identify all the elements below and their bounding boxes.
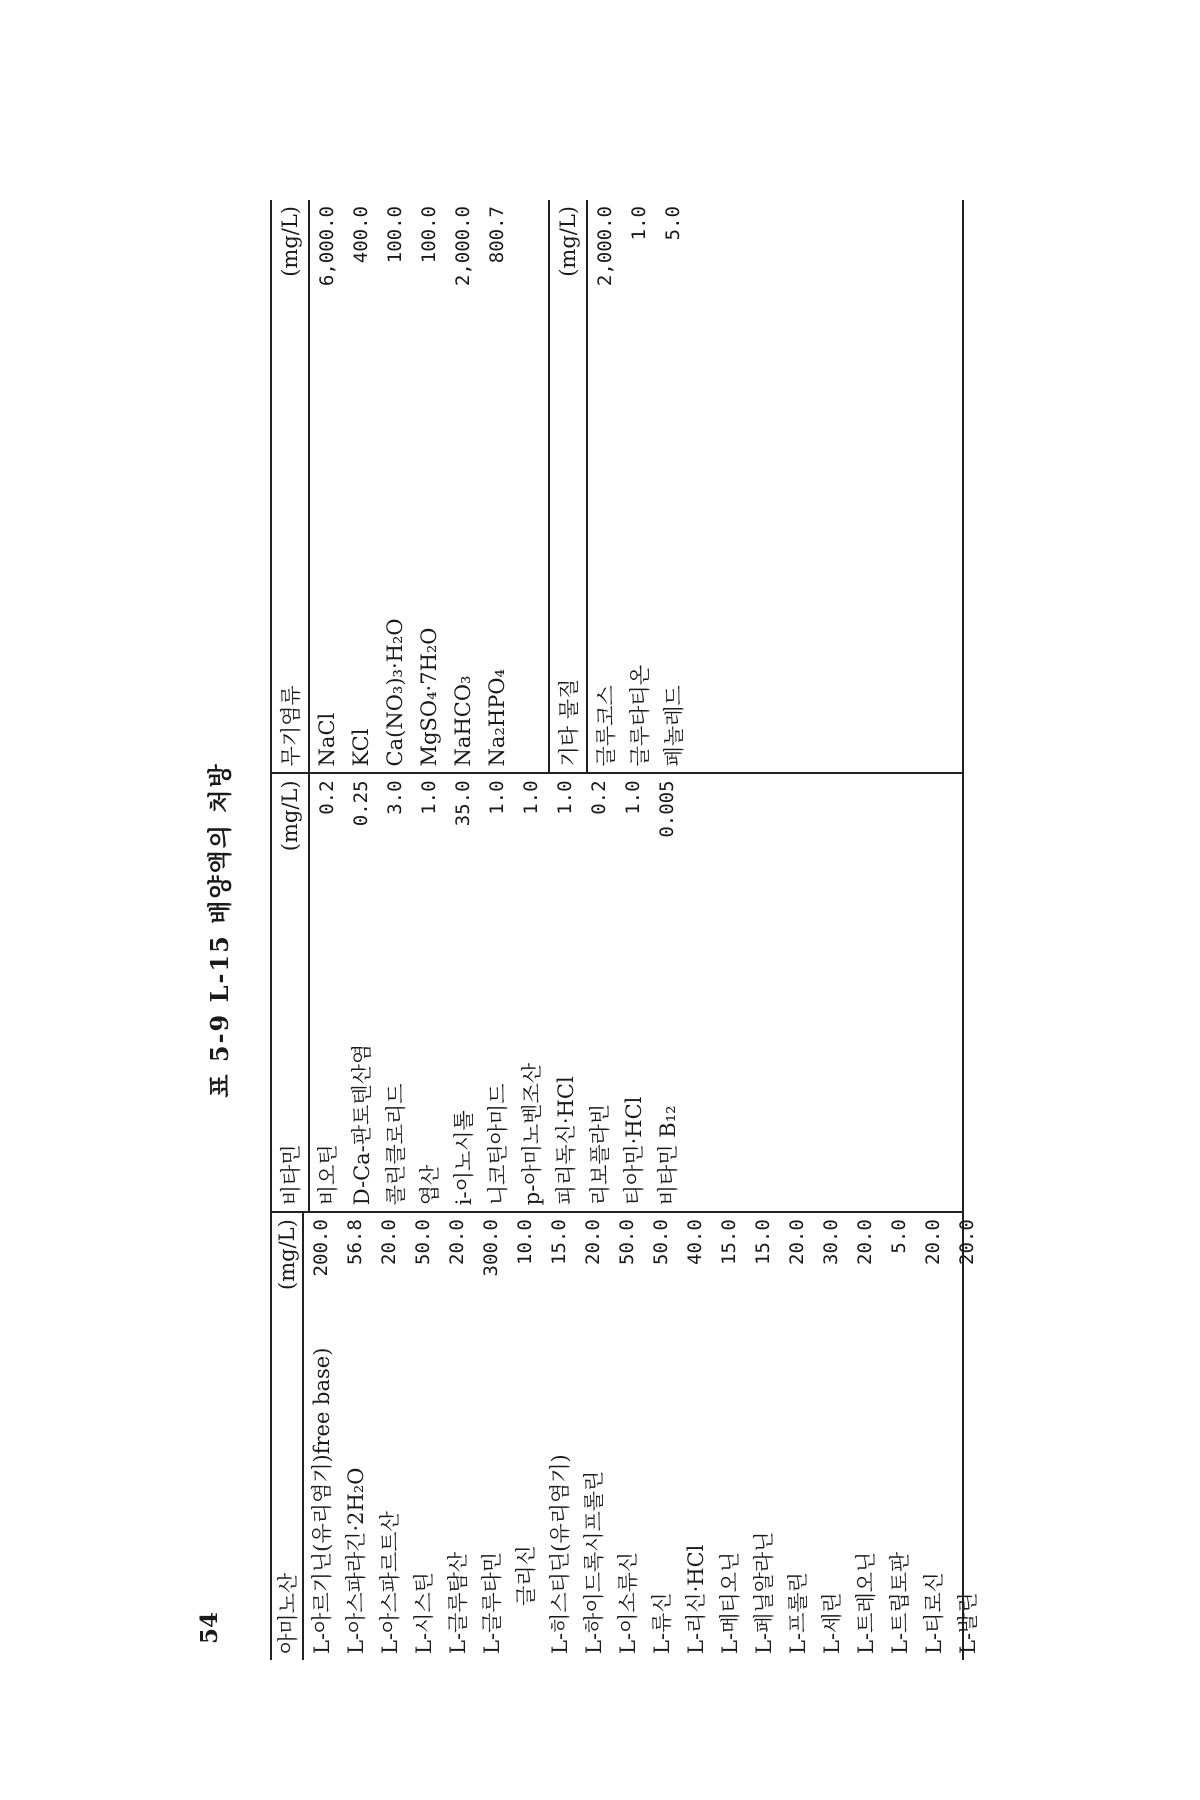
amino-row: [950, 1213, 984, 1660]
amino-row: [610, 1213, 644, 1660]
amino-value: 15.0: [548, 1219, 570, 1265]
amino-value: 20.0: [446, 1219, 468, 1265]
vitamin-value: 1.0: [486, 780, 508, 815]
amino-value: 56.8: [344, 1219, 366, 1265]
vitamin-row: [344, 774, 378, 1211]
amino-value: 50.0: [412, 1219, 434, 1265]
vitamin-value: 0.005: [656, 780, 678, 838]
amino-row: [406, 1213, 440, 1660]
amino-row: [882, 1213, 916, 1660]
amino-value: 20.0: [582, 1219, 604, 1265]
inorganic-header: [272, 200, 310, 772]
vitamin-value: 0.2: [588, 780, 610, 815]
vitamin-value: 0.2: [316, 780, 338, 815]
amino-row: [916, 1213, 950, 1660]
amino-value: 40.0: [684, 1219, 706, 1265]
amino-value: 5.0: [888, 1219, 910, 1254]
vitamin-row: [480, 774, 514, 1211]
other-name: 글루코스: [594, 685, 618, 767]
other-header-label: 기타 물질: [557, 678, 581, 767]
vitamin-row: [310, 774, 344, 1211]
inorganic-row: [344, 200, 378, 772]
vitamin-name: 티아민·HCl: [622, 1096, 646, 1206]
vitamin-rows: [310, 774, 684, 1211]
vitamin-value: 0.25: [350, 780, 372, 827]
amino-name: L-하이드록시프롤린: [582, 1470, 606, 1654]
vitamin-name: 니코틴아미드: [486, 1083, 510, 1206]
inorganic-name: KCl: [349, 728, 373, 767]
amino-row: [780, 1213, 814, 1660]
other-value: 5.0: [662, 206, 684, 241]
amino-row: [474, 1213, 508, 1660]
amino-name: L-글루탐산: [446, 1551, 470, 1654]
amino-value: 15.0: [718, 1219, 740, 1265]
spacer: [514, 200, 548, 772]
amino-value: 20.0: [378, 1219, 400, 1265]
vitamin-row: [548, 774, 582, 1211]
amino-row: [304, 1213, 338, 1660]
amino-acid-header: [272, 1213, 304, 1660]
other-row: [588, 200, 622, 772]
other-header: [548, 200, 588, 772]
vitamin-unit: (mg/L): [278, 780, 302, 852]
amino-row: [542, 1213, 576, 1660]
amino-row: [338, 1213, 372, 1660]
inorganic-row: [446, 200, 480, 772]
vitamin-row: [378, 774, 412, 1211]
other-row: [656, 200, 690, 772]
amino-name: 글리신: [514, 1545, 538, 1606]
vitamin-value: 35.0: [452, 780, 474, 827]
amino-acid-column: [272, 1211, 980, 1660]
amino-name: L-히스티딘(유리염기): [548, 1454, 572, 1654]
vitamin-name: p-아미노벤조산: [520, 1062, 544, 1206]
amino-name: L-트레오닌: [854, 1551, 878, 1654]
vitamin-row: [412, 774, 446, 1211]
amino-acid-header-label: 아미노산: [276, 1572, 300, 1654]
amino-name: L-페닐알라닌: [752, 1531, 776, 1654]
vitamin-name: 리보플라빈: [588, 1103, 612, 1206]
amino-name: L-아르기닌(유리염기)free base): [310, 1347, 334, 1654]
amino-value: 20.0: [786, 1219, 808, 1265]
amino-row: [508, 1213, 542, 1660]
vitamin-name: 콜린클로리드: [384, 1083, 408, 1206]
inorganic-rows: [310, 200, 514, 772]
inorganic-unit: (mg/L): [278, 206, 302, 277]
amino-name: L-아스파르트산: [378, 1511, 402, 1654]
amino-name: L-프롤린: [786, 1572, 810, 1654]
amino-row: [678, 1213, 712, 1660]
inorganic-name: MgSO₄·7H₂O: [417, 627, 441, 767]
vitamin-row: [650, 774, 684, 1211]
other-value: 2,000.0: [594, 206, 616, 287]
vitamin-header-label: 비타민: [279, 1144, 303, 1206]
amino-name: L-글루타민: [480, 1551, 504, 1654]
vitamin-name: 비타민 B₁₂: [656, 1105, 680, 1206]
vitamin-name: 엽산: [418, 1164, 442, 1206]
amino-row: [644, 1213, 678, 1660]
other-row: [622, 200, 656, 772]
vitamin-header: [272, 774, 310, 1211]
amino-value: 200.0: [310, 1219, 332, 1277]
amino-name: L-트립토판: [888, 1551, 912, 1654]
amino-row: [372, 1213, 406, 1660]
vitamin-value: 1.0: [554, 780, 576, 815]
amino-name: L-메티오닌: [718, 1551, 742, 1654]
vitamin-name: i-이노시톨: [452, 1110, 476, 1206]
inorganic-value: 800.7: [486, 206, 508, 264]
amino-acid-rows: [304, 1213, 984, 1660]
inorganic-column: [272, 200, 962, 772]
amino-value: 20.0: [956, 1219, 978, 1265]
vitamin-row: [446, 774, 480, 1211]
inorganic-row: [310, 200, 344, 772]
vitamin-value: 1.0: [520, 780, 542, 815]
vitamin-name: 피리독신·HCl: [554, 1076, 578, 1206]
inorganic-row: [378, 200, 412, 772]
amino-name: L-리신·HCl: [684, 1544, 708, 1654]
vitamin-value: 3.0: [384, 780, 406, 815]
amino-name: L-발린: [956, 1592, 980, 1654]
inorganic-row: [412, 200, 446, 772]
amino-row: [848, 1213, 882, 1660]
amino-value: 50.0: [650, 1219, 672, 1265]
amino-name: L-세린: [820, 1592, 844, 1654]
inorganic-value: 100.0: [384, 206, 406, 264]
vitamin-row: [582, 774, 616, 1211]
inorganic-name: NaCl: [315, 712, 339, 767]
amino-value: 15.0: [752, 1219, 774, 1265]
amino-value: 30.0: [820, 1219, 842, 1265]
other-rows: [588, 200, 690, 772]
amino-value: 300.0: [480, 1219, 502, 1277]
vitamin-value: 1.0: [418, 780, 440, 815]
inorganic-name: Ca(NO₃)₃·H₂O: [383, 618, 407, 767]
amino-row: [814, 1213, 848, 1660]
amino-acid-unit: (mg/L): [275, 1219, 299, 1290]
vitamin-row: [514, 774, 548, 1211]
inorganic-row: [480, 200, 514, 772]
inorganic-value: 6,000.0: [316, 206, 338, 287]
amino-value: 20.0: [854, 1219, 876, 1265]
vitamin-value: 1.0: [622, 780, 644, 815]
amino-row: [576, 1213, 610, 1660]
vitamin-name: 비오틴: [316, 1144, 340, 1206]
amino-name: L-류신: [650, 1592, 674, 1654]
page-number: 54: [196, 1611, 223, 1644]
inorganic-name: Na₂HPO₄: [485, 669, 509, 767]
inorganic-name: NaHCO₃: [451, 675, 475, 767]
vitamin-row: [616, 774, 650, 1211]
inorganic-header-label: 무기염류: [279, 685, 303, 767]
amino-name: L-아스파라긴·2H₂O: [344, 1467, 368, 1654]
other-name: 글루타티온: [628, 665, 652, 767]
amino-value: 20.0: [922, 1219, 944, 1265]
inorganic-value: 400.0: [350, 206, 372, 264]
amino-value: 10.0: [514, 1219, 536, 1265]
other-name: 페놀레드: [662, 685, 686, 767]
rotated-table-block: [200, 200, 990, 1660]
vitamin-column: [272, 772, 962, 1211]
inorganic-value: 100.0: [418, 206, 440, 264]
amino-name: L-티로신: [922, 1572, 946, 1654]
other-unit: (mg/L): [556, 206, 580, 277]
amino-row: [440, 1213, 474, 1660]
other-value: 1.0: [628, 206, 650, 241]
amino-row: [712, 1213, 746, 1660]
amino-name: L-시스틴: [412, 1572, 436, 1654]
amino-row: [746, 1213, 780, 1660]
vitamin-name: D-Ca-판토텐산염: [350, 1043, 374, 1206]
inorganic-value: 2,000.0: [452, 206, 474, 287]
formula-table: [270, 200, 980, 1660]
amino-name: L-이소류신: [616, 1551, 640, 1654]
table-title: 표 5-9 L-15 배양액의 처방: [205, 762, 234, 1098]
amino-value: 50.0: [616, 1219, 638, 1265]
